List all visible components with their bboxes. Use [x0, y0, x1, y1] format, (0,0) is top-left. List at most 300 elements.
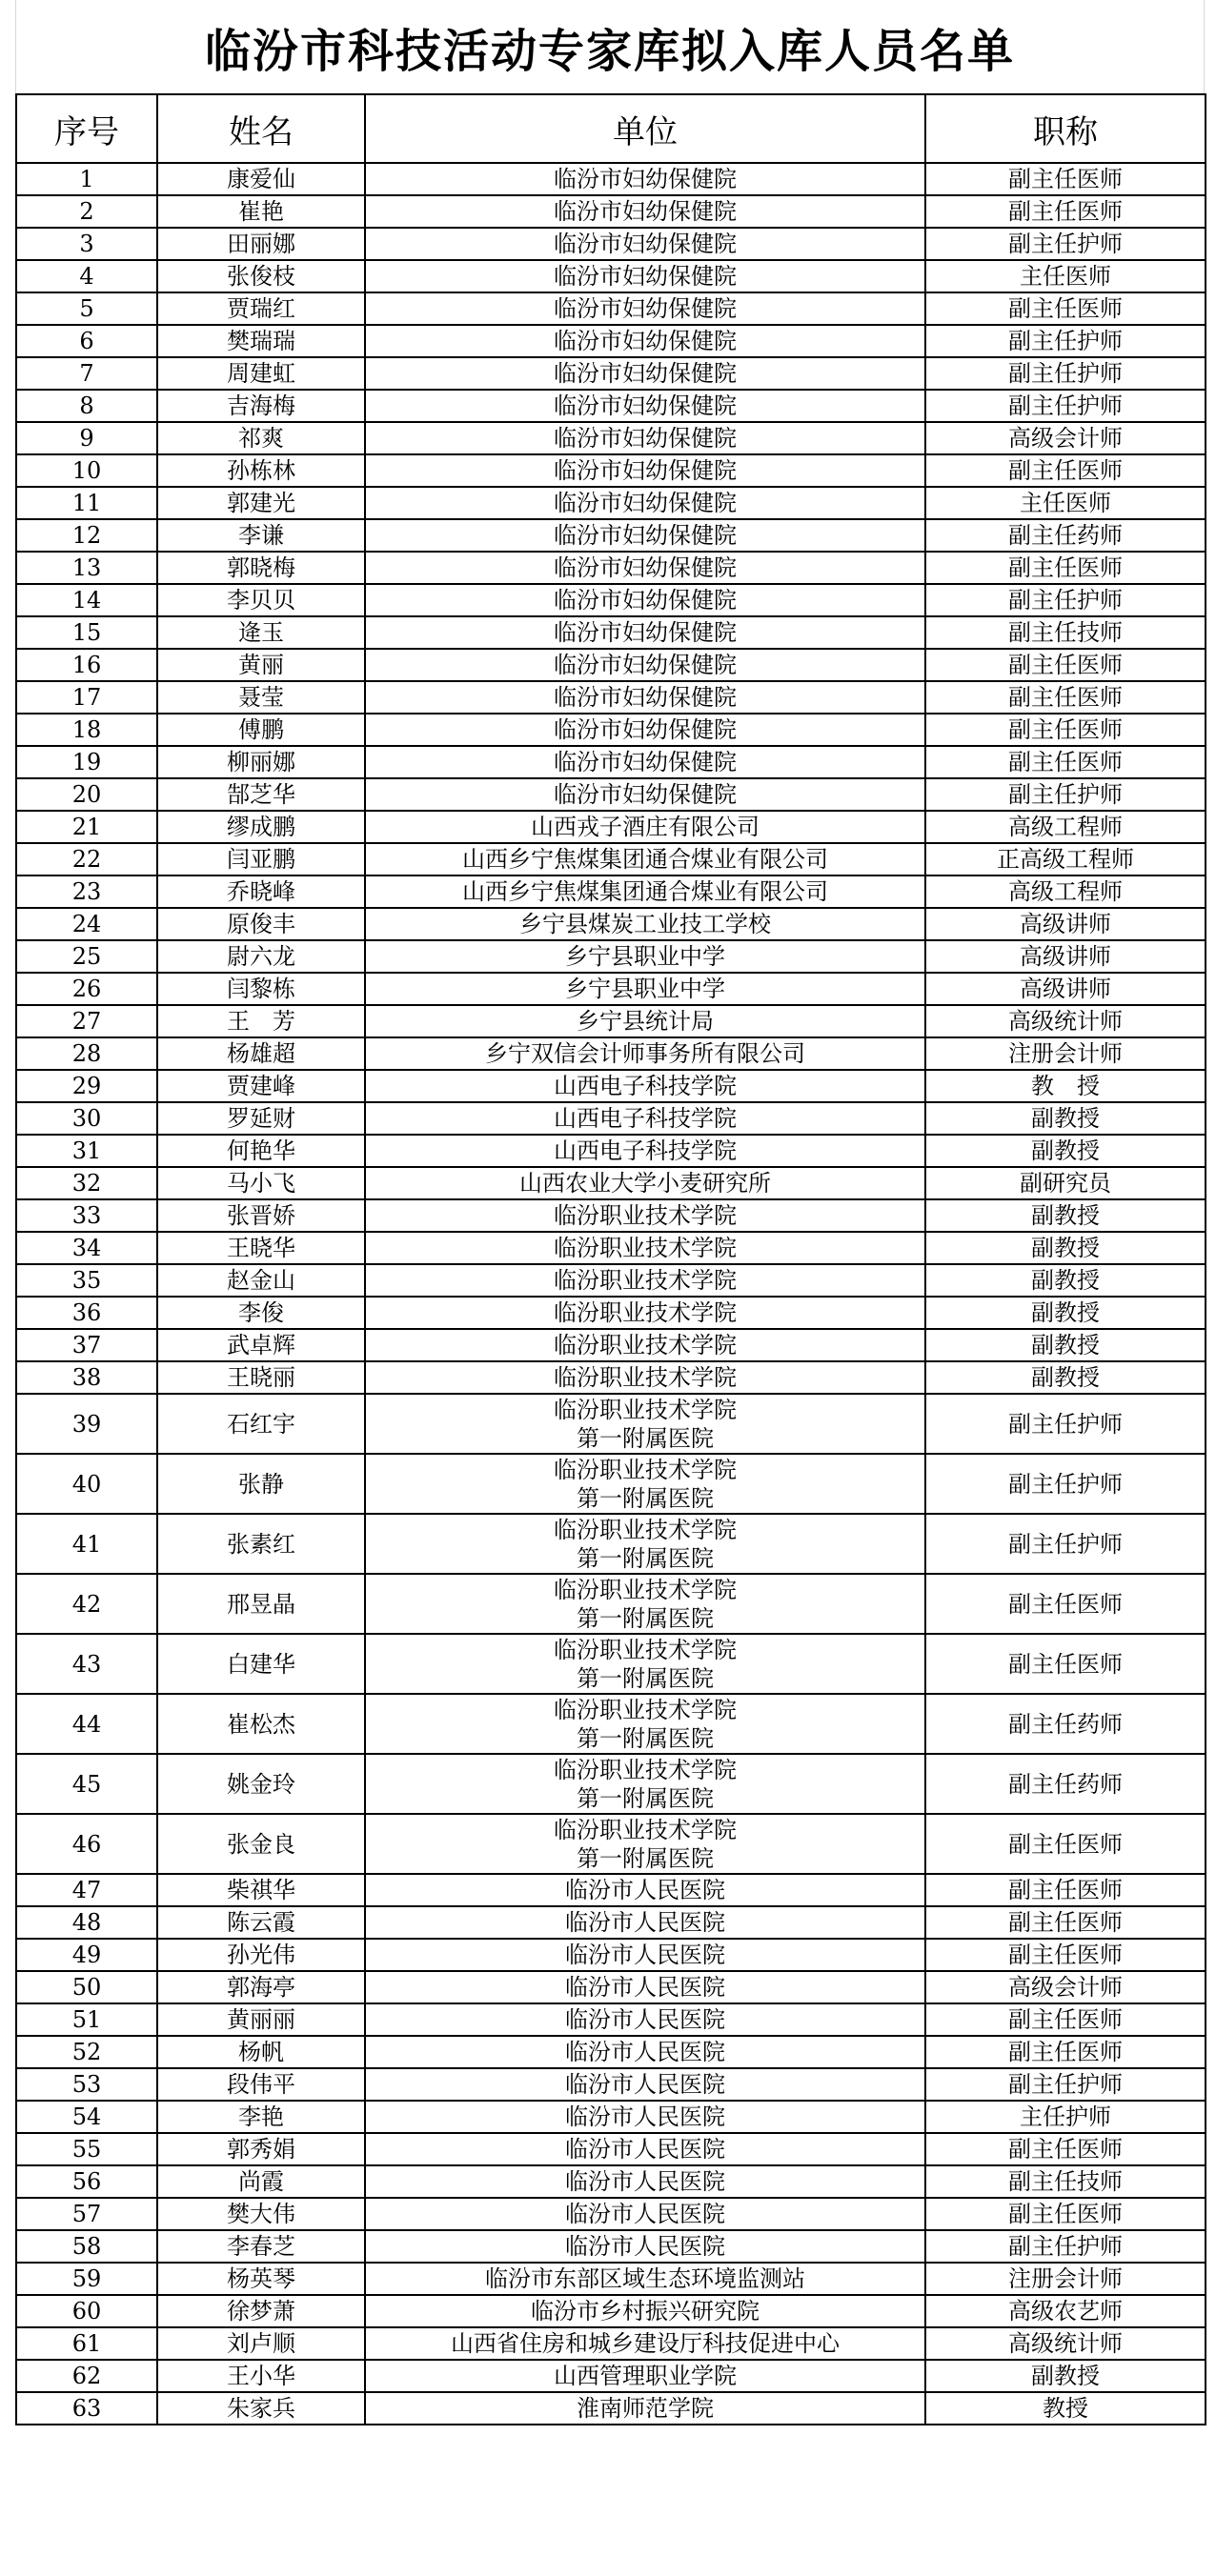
- table-row: [16, 1634, 1206, 1694]
- cell-unit: [365, 1297, 925, 1329]
- cell-unit-line: 临汾市妇幼保健院: [554, 554, 737, 581]
- table-row: [16, 228, 1206, 260]
- table-row: [16, 811, 1206, 843]
- cell-title: 副教授: [925, 1102, 1206, 1135]
- cell-number: 38: [16, 1361, 157, 1394]
- cell-unit: [365, 940, 925, 973]
- cell-number: 41: [16, 1514, 157, 1574]
- table-row: [16, 422, 1206, 454]
- cell-unit-line: 乡宁双信会计师事务所有限公司: [485, 1040, 805, 1067]
- cell-unit: [365, 2036, 925, 2068]
- cell-unit: [365, 325, 925, 357]
- cell-name: 张晋娇: [157, 1199, 365, 1232]
- cell-unit: [365, 1102, 925, 1135]
- cell-number: 50: [16, 1971, 157, 2003]
- table-row: [16, 1167, 1206, 1199]
- cell-title: 高级讲师: [925, 908, 1206, 940]
- cell-unit-line: 临汾市妇幼保健院: [554, 619, 737, 646]
- cell-unit: [365, 2327, 925, 2360]
- cell-title: 主任护师: [925, 2101, 1206, 2133]
- cell-unit-line: 临汾市妇幼保健院: [554, 490, 737, 516]
- cell-unit-line: 临汾市妇幼保健院: [554, 522, 737, 549]
- cell-name: 崔艳: [157, 195, 365, 228]
- table-row: [16, 778, 1206, 811]
- cell-name: 柳丽娜: [157, 746, 365, 778]
- cell-title: 副主任护师: [925, 1394, 1206, 1454]
- column-header-name: 姓名: [157, 94, 365, 163]
- cell-unit: [365, 1754, 925, 1814]
- cell-unit: [365, 2295, 925, 2327]
- cell-number: 5: [16, 292, 157, 325]
- cell-number: 32: [16, 1167, 157, 1199]
- cell-title: 教 授: [925, 1070, 1206, 1102]
- cell-name: 张俊枝: [157, 260, 365, 292]
- cell-name: 李俊: [157, 1297, 365, 1329]
- cell-name: 罗延财: [157, 1102, 365, 1135]
- cell-title: 教授: [925, 2392, 1206, 2425]
- table-row: [16, 390, 1206, 422]
- table-row: [16, 260, 1206, 292]
- cell-name: 柴祺华: [157, 1874, 365, 1906]
- cell-unit: [365, 973, 925, 1005]
- cell-unit-line: 山西电子科技学院: [554, 1137, 737, 1164]
- cell-unit-line: 乡宁县统计局: [577, 1008, 714, 1035]
- cell-unit: [365, 714, 925, 746]
- table-row: [16, 1329, 1206, 1361]
- table-row: [16, 1694, 1206, 1754]
- cell-unit: [365, 1939, 925, 1971]
- cell-number: 22: [16, 843, 157, 875]
- cell-title: 副主任医师: [925, 1634, 1206, 1694]
- cell-unit-line: 临汾市人民医院: [565, 1909, 725, 1936]
- cell-unit: [365, 1634, 925, 1694]
- cell-name: 贾建峰: [157, 1070, 365, 1102]
- table-row: [16, 454, 1206, 487]
- table-row: [16, 1754, 1206, 1814]
- column-header-title: 职称: [925, 94, 1206, 163]
- cell-unit: [365, 875, 925, 908]
- cell-unit-line: 第一附属医院: [577, 1664, 714, 1692]
- cell-unit-line: 临汾市人民医院: [565, 2071, 725, 2098]
- cell-number: 11: [16, 487, 157, 519]
- cell-unit-line: 山西乡宁焦煤集团通合煤业有限公司: [462, 846, 828, 873]
- cell-unit: [365, 681, 925, 714]
- cell-name: 聂莹: [157, 681, 365, 714]
- cell-unit-line: 临汾市妇幼保健院: [554, 425, 737, 452]
- cell-number: 43: [16, 1634, 157, 1694]
- table-row: [16, 875, 1206, 908]
- cell-title: 副主任医师: [925, 552, 1206, 584]
- cell-unit-line: 临汾市妇幼保健院: [554, 328, 737, 354]
- cell-number: 52: [16, 2036, 157, 2068]
- cell-unit-line: 临汾职业技术学院: [554, 1299, 737, 1326]
- cell-name: 何艳华: [157, 1135, 365, 1167]
- cell-unit: [365, 1329, 925, 1361]
- cell-name: 杨雄超: [157, 1037, 365, 1070]
- cell-title: 副主任医师: [925, 454, 1206, 487]
- cell-title: 副主任药师: [925, 519, 1206, 552]
- cell-number: 25: [16, 940, 157, 973]
- cell-number: 40: [16, 1454, 157, 1514]
- cell-unit-line: 临汾市妇幼保健院: [554, 231, 737, 257]
- cell-number: 60: [16, 2295, 157, 2327]
- table-row: [16, 2101, 1206, 2133]
- table-row: [16, 163, 1206, 195]
- cell-name: 陈云霞: [157, 1906, 365, 1939]
- cell-name: 周建虹: [157, 357, 365, 390]
- cell-number: 1: [16, 163, 157, 195]
- cell-unit-line: 山西电子科技学院: [554, 1073, 737, 1099]
- cell-number: 31: [16, 1135, 157, 1167]
- table-row: [16, 843, 1206, 875]
- cell-number: 35: [16, 1264, 157, 1297]
- cell-unit-line: 临汾市妇幼保健院: [554, 684, 737, 711]
- cell-unit: [365, 260, 925, 292]
- cell-unit-line: 临汾职业技术学院: [554, 1235, 737, 1261]
- cell-unit-line: 临汾职业技术学院: [554, 1576, 737, 1603]
- cell-unit-line: 第一附属医院: [577, 1724, 714, 1752]
- table-row: [16, 2003, 1206, 2036]
- cell-name: 原俊丰: [157, 908, 365, 940]
- cell-title: 副主任护师: [925, 228, 1206, 260]
- table-row: [16, 1005, 1206, 1037]
- cell-name: 徐梦萧: [157, 2295, 365, 2327]
- cell-title: 副教授: [925, 1264, 1206, 1297]
- cell-unit-line: 临汾职业技术学院: [554, 1756, 737, 1783]
- cell-unit-line: 临汾职业技术学院: [554, 1696, 737, 1723]
- table-row: [16, 908, 1206, 940]
- cell-number: 30: [16, 1102, 157, 1135]
- cell-unit: [365, 195, 925, 228]
- cell-name: 白建华: [157, 1634, 365, 1694]
- table-row: [16, 2133, 1206, 2165]
- cell-unit-line: 临汾市人民医院: [565, 1877, 725, 1903]
- cell-unit-line: 第一附属医院: [577, 1544, 714, 1572]
- cell-title: 副研究员: [925, 1167, 1206, 1199]
- cell-name: 王晓华: [157, 1232, 365, 1264]
- table-row: [16, 2230, 1206, 2263]
- cell-unit-line: 乡宁县煤炭工业技工学校: [519, 911, 771, 937]
- cell-number: 9: [16, 422, 157, 454]
- table-row: [16, 2392, 1206, 2425]
- table-row: [16, 973, 1206, 1005]
- cell-unit: [365, 908, 925, 940]
- cell-number: 14: [16, 584, 157, 616]
- cell-name: 黄丽: [157, 649, 365, 681]
- cell-number: 36: [16, 1297, 157, 1329]
- cell-unit-line: 临汾市人民医院: [565, 2006, 725, 2033]
- cell-unit-line: 临汾市人民医院: [565, 2201, 725, 2227]
- table-row: [16, 357, 1206, 390]
- cell-title: 副主任护师: [925, 2230, 1206, 2263]
- table-row: [16, 2165, 1206, 2198]
- cell-name: 王小华: [157, 2360, 365, 2392]
- table-row: [16, 292, 1206, 325]
- cell-title: 副主任医师: [925, 2133, 1206, 2165]
- cell-name: 张金良: [157, 1814, 365, 1874]
- cell-unit-line: 临汾市人民医院: [565, 2039, 725, 2065]
- cell-number: 21: [16, 811, 157, 843]
- cell-name: 李谦: [157, 519, 365, 552]
- cell-title: 副主任医师: [925, 1906, 1206, 1939]
- cell-name: 王 芳: [157, 1005, 365, 1037]
- cell-unit: [365, 1167, 925, 1199]
- table-row: [16, 487, 1206, 519]
- cell-name: 郭晓梅: [157, 552, 365, 584]
- table-row: [16, 681, 1206, 714]
- cell-unit: [365, 1199, 925, 1232]
- cell-number: 29: [16, 1070, 157, 1102]
- table-row: [16, 1939, 1206, 1971]
- expert-roster-table: [15, 93, 1206, 2425]
- cell-title: 副主任医师: [925, 2036, 1206, 2068]
- cell-unit: [365, 2360, 925, 2392]
- cell-title: 副主任医师: [925, 163, 1206, 195]
- cell-name: 张静: [157, 1454, 365, 1514]
- cell-unit-line: 临汾市人民医院: [565, 1942, 725, 1968]
- cell-title: 高级讲师: [925, 940, 1206, 973]
- cell-title: 副教授: [925, 1135, 1206, 1167]
- table-row: [16, 1906, 1206, 1939]
- cell-number: 61: [16, 2327, 157, 2360]
- cell-unit-line: 山西省住房和城乡建设厅科技促进中心: [451, 2330, 840, 2357]
- cell-unit-line: 临汾市妇幼保健院: [554, 166, 737, 192]
- cell-number: 62: [16, 2360, 157, 2392]
- column-header-unit: 单位: [365, 94, 925, 163]
- cell-unit: [365, 487, 925, 519]
- cell-unit-line: 山西电子科技学院: [554, 1105, 737, 1132]
- cell-unit: [365, 746, 925, 778]
- cell-unit-line: 山西乡宁焦煤集团通合煤业有限公司: [462, 878, 828, 905]
- cell-name: 崔松杰: [157, 1694, 365, 1754]
- cell-unit-line: 第一附属医院: [577, 1424, 714, 1452]
- cell-number: 15: [16, 616, 157, 649]
- cell-unit: [365, 616, 925, 649]
- table-row: [16, 2295, 1206, 2327]
- cell-name: 邢昱晶: [157, 1574, 365, 1634]
- cell-number: 13: [16, 552, 157, 584]
- cell-title: 副主任医师: [925, 746, 1206, 778]
- cell-unit: [365, 519, 925, 552]
- cell-unit: [365, 1514, 925, 1574]
- cell-title: 副主任医师: [925, 681, 1206, 714]
- cell-unit-line: 临汾职业技术学院: [554, 1516, 737, 1543]
- cell-unit-line: 第一附属医院: [577, 1844, 714, 1872]
- cell-unit: [365, 454, 925, 487]
- cell-name: 樊大伟: [157, 2198, 365, 2230]
- cell-title: 副主任护师: [925, 357, 1206, 390]
- cell-name: 刘卢顺: [157, 2327, 365, 2360]
- cell-unit: [365, 2068, 925, 2101]
- cell-title: 副主任医师: [925, 1939, 1206, 1971]
- cell-name: 孙栋林: [157, 454, 365, 487]
- cell-title: 高级讲师: [925, 973, 1206, 1005]
- cell-unit: [365, 2133, 925, 2165]
- table-row: [16, 1264, 1206, 1297]
- table-row: [16, 746, 1206, 778]
- cell-number: 53: [16, 2068, 157, 2101]
- cell-title: 副主任护师: [925, 325, 1206, 357]
- cell-unit-line: 山西戎子酒庄有限公司: [531, 814, 760, 840]
- cell-number: 59: [16, 2263, 157, 2295]
- table-row: [16, 940, 1206, 973]
- table-row: [16, 1361, 1206, 1394]
- cell-unit: [365, 1574, 925, 1634]
- cell-title: 注册会计师: [925, 1037, 1206, 1070]
- cell-unit: [365, 1135, 925, 1167]
- cell-name: 尉六龙: [157, 940, 365, 973]
- cell-title: 副主任医师: [925, 1874, 1206, 1906]
- table-row: [16, 2068, 1206, 2101]
- table-body: [16, 163, 1206, 2425]
- cell-unit: [365, 1394, 925, 1454]
- cell-number: 10: [16, 454, 157, 487]
- cell-title: 副主任护师: [925, 778, 1206, 811]
- cell-title: 副主任护师: [925, 584, 1206, 616]
- cell-title: 副教授: [925, 2360, 1206, 2392]
- cell-name: 闫亚鹏: [157, 843, 365, 875]
- cell-number: 46: [16, 1814, 157, 1874]
- cell-number: 57: [16, 2198, 157, 2230]
- cell-unit: [365, 228, 925, 260]
- column-header-number: 序号: [16, 94, 157, 163]
- cell-title: 副主任药师: [925, 1754, 1206, 1814]
- cell-unit-line: 乡宁县职业中学: [565, 976, 725, 1002]
- cell-name: 田丽娜: [157, 228, 365, 260]
- table-row: [16, 1574, 1206, 1634]
- cell-number: 8: [16, 390, 157, 422]
- cell-unit-line: 临汾市妇幼保健院: [554, 392, 737, 419]
- cell-unit-line: 临汾市妇幼保健院: [554, 295, 737, 322]
- cell-number: 28: [16, 1037, 157, 1070]
- cell-name: 黄丽丽: [157, 2003, 365, 2036]
- cell-unit: [365, 1361, 925, 1394]
- cell-number: 37: [16, 1329, 157, 1361]
- table-row: [16, 325, 1206, 357]
- cell-title: 副教授: [925, 1199, 1206, 1232]
- cell-unit-line: 临汾市妇幼保健院: [554, 263, 737, 290]
- cell-title: 副教授: [925, 1329, 1206, 1361]
- cell-name: 逄玉: [157, 616, 365, 649]
- cell-unit-line: 临汾职业技术学院: [554, 1267, 737, 1294]
- cell-number: 58: [16, 2230, 157, 2263]
- cell-title: 副主任护师: [925, 1514, 1206, 1574]
- cell-unit: [365, 2198, 925, 2230]
- cell-number: 45: [16, 1754, 157, 1814]
- cell-number: 39: [16, 1394, 157, 1454]
- cell-unit: [365, 1906, 925, 1939]
- table-row: [16, 195, 1206, 228]
- table-row: [16, 1454, 1206, 1514]
- cell-unit-line: 临汾市妇幼保健院: [554, 652, 737, 678]
- cell-number: 56: [16, 2165, 157, 2198]
- cell-title: 副主任药师: [925, 1694, 1206, 1754]
- cell-unit-line: 山西管理职业学院: [554, 2363, 737, 2389]
- cell-title: 副主任护师: [925, 1454, 1206, 1514]
- cell-name: 樊瑞瑞: [157, 325, 365, 357]
- cell-unit: [365, 1971, 925, 2003]
- cell-title: 副主任技师: [925, 2165, 1206, 2198]
- cell-unit-line: 临汾职业技术学院: [554, 1202, 737, 1229]
- cell-number: 44: [16, 1694, 157, 1754]
- cell-unit-line: 临汾职业技术学院: [554, 1636, 737, 1663]
- cell-name: 马小飞: [157, 1167, 365, 1199]
- cell-unit: [365, 422, 925, 454]
- cell-unit: [365, 1814, 925, 1874]
- cell-title: 副教授: [925, 1297, 1206, 1329]
- table-row: [16, 519, 1206, 552]
- cell-unit-line: 临汾市妇幼保健院: [554, 781, 737, 808]
- cell-unit-line: 临汾市人民医院: [565, 2136, 725, 2163]
- cell-unit: [365, 1070, 925, 1102]
- cell-unit: [365, 2230, 925, 2263]
- cell-number: 51: [16, 2003, 157, 2036]
- table-row: [16, 1037, 1206, 1070]
- cell-title: 副主任医师: [925, 2198, 1206, 2230]
- cell-unit-line: 临汾市妇幼保健院: [554, 749, 737, 775]
- cell-name: 武卓辉: [157, 1329, 365, 1361]
- cell-unit-line: 临汾市妇幼保健院: [554, 587, 737, 614]
- cell-number: 63: [16, 2392, 157, 2425]
- cell-name: 乔晓峰: [157, 875, 365, 908]
- cell-number: 17: [16, 681, 157, 714]
- cell-name: 张素红: [157, 1514, 365, 1574]
- cell-number: 26: [16, 973, 157, 1005]
- cell-unit: [365, 584, 925, 616]
- cell-unit: [365, 843, 925, 875]
- cell-title: 高级会计师: [925, 1971, 1206, 2003]
- cell-name: 尚霞: [157, 2165, 365, 2198]
- cell-unit-line: 临汾市东部区域生态环境监测站: [485, 2265, 805, 2292]
- table-row: [16, 1874, 1206, 1906]
- cell-unit: [365, 1454, 925, 1514]
- cell-title: 副主任技师: [925, 616, 1206, 649]
- cell-name: 姚金玲: [157, 1754, 365, 1814]
- cell-title: 副主任医师: [925, 649, 1206, 681]
- cell-title: 高级工程师: [925, 875, 1206, 908]
- cell-unit: [365, 2263, 925, 2295]
- cell-number: 12: [16, 519, 157, 552]
- table-row: [16, 1135, 1206, 1167]
- cell-title: 副教授: [925, 1361, 1206, 1394]
- header-row: [16, 94, 1206, 163]
- document-title: 临汾市科技活动专家库拟入库人员名单: [15, 0, 1205, 93]
- cell-number: 27: [16, 1005, 157, 1037]
- cell-title: 高级会计师: [925, 422, 1206, 454]
- cell-unit: [365, 1232, 925, 1264]
- cell-name: 郜芝华: [157, 778, 365, 811]
- cell-number: 24: [16, 908, 157, 940]
- cell-unit-line: 临汾职业技术学院: [554, 1364, 737, 1391]
- cell-unit: [365, 649, 925, 681]
- cell-unit: [365, 357, 925, 390]
- cell-name: 李贝贝: [157, 584, 365, 616]
- cell-name: 郭秀娟: [157, 2133, 365, 2165]
- cell-title: 高级工程师: [925, 811, 1206, 843]
- cell-name: 杨英琴: [157, 2263, 365, 2295]
- cell-number: 48: [16, 1906, 157, 1939]
- cell-number: 18: [16, 714, 157, 746]
- cell-name: 郭建光: [157, 487, 365, 519]
- table-row: [16, 1814, 1206, 1874]
- cell-unit-line: 第一附属医院: [577, 1484, 714, 1512]
- cell-title: 副主任医师: [925, 195, 1206, 228]
- cell-number: 34: [16, 1232, 157, 1264]
- cell-unit: [365, 1874, 925, 1906]
- cell-number: 3: [16, 228, 157, 260]
- cell-title: 主任医师: [925, 487, 1206, 519]
- cell-number: 55: [16, 2133, 157, 2165]
